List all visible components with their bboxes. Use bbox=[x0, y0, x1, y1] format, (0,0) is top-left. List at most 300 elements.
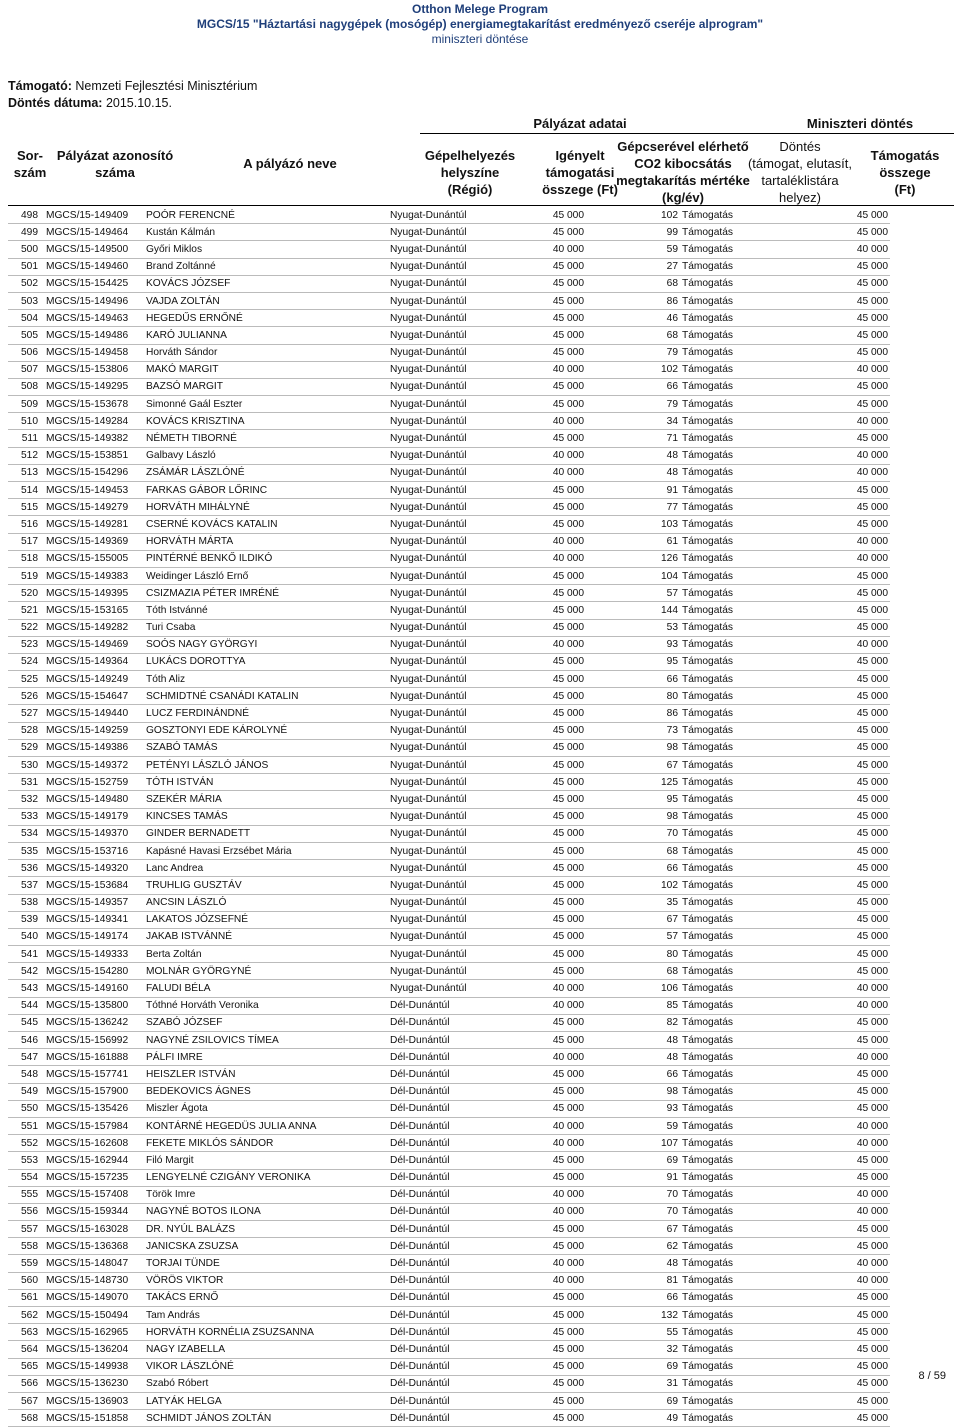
row-nev: Török Imre bbox=[144, 1186, 388, 1203]
row-sorszam: 498 bbox=[8, 207, 40, 224]
row-dontes: Támogatás bbox=[680, 1307, 794, 1324]
row-sorszam: 554 bbox=[8, 1169, 40, 1186]
row-sorszam: 567 bbox=[8, 1392, 40, 1409]
row-azonosito: MGCS/15-149249 bbox=[40, 671, 144, 688]
row-dontes: Támogatás bbox=[680, 705, 794, 722]
row-osszeg: 45 000 bbox=[794, 1289, 890, 1306]
row-sorszam: 520 bbox=[8, 585, 40, 602]
col-dontes: Döntés (támogat, elutasít, tartaléklistára helyez) bbox=[747, 139, 853, 205]
row-azonosito: MGCS/15-157408 bbox=[40, 1186, 144, 1203]
row-helyszin: Dél-Dunántúl bbox=[388, 1221, 492, 1238]
row-helyszin: Nyugat-Dunántúl bbox=[388, 774, 492, 791]
row-sorszam: 499 bbox=[8, 224, 40, 241]
row-osszeg: 45 000 bbox=[794, 619, 890, 636]
row-helyszin: Nyugat-Dunántúl bbox=[388, 791, 492, 808]
row-sorszam: 537 bbox=[8, 877, 40, 894]
row-nev: Tóthné Horváth Veronika bbox=[144, 997, 388, 1014]
row-helyszin: Nyugat-Dunántúl bbox=[388, 602, 492, 619]
row-nev: GINDER BERNADETT bbox=[144, 825, 388, 842]
row-osszeg: 45 000 bbox=[794, 499, 890, 516]
row-helyszin: Nyugat-Dunántúl bbox=[388, 499, 492, 516]
row-azonosito: MGCS/15-136242 bbox=[40, 1014, 144, 1031]
row-igenyelt: 45 000 bbox=[492, 207, 586, 224]
row-igenyelt: 45 000 bbox=[492, 963, 586, 980]
row-azonosito: MGCS/15-149500 bbox=[40, 241, 144, 258]
row-sorszam: 518 bbox=[8, 550, 40, 567]
row-azonosito: MGCS/15-149480 bbox=[40, 791, 144, 808]
row-azonosito: MGCS/15-149458 bbox=[40, 344, 144, 361]
table-row bbox=[8, 482, 890, 499]
row-azonosito: MGCS/15-152759 bbox=[40, 774, 144, 791]
row-co2: 48 bbox=[586, 464, 680, 481]
row-co2: 98 bbox=[586, 739, 680, 756]
row-helyszin: Nyugat-Dunántúl bbox=[388, 550, 492, 567]
supporter-line bbox=[8, 79, 257, 93]
row-osszeg: 45 000 bbox=[794, 928, 890, 945]
row-azonosito: MGCS/15-136903 bbox=[40, 1392, 144, 1409]
row-sorszam: 565 bbox=[8, 1358, 40, 1375]
row-co2: 67 bbox=[586, 1221, 680, 1238]
row-osszeg: 40 000 bbox=[794, 241, 890, 258]
row-sorszam: 501 bbox=[8, 258, 40, 275]
table-row bbox=[8, 1324, 890, 1341]
row-azonosito: MGCS/15-149383 bbox=[40, 567, 144, 584]
row-azonosito: MGCS/15-154425 bbox=[40, 275, 144, 292]
row-nev: CSERNÉ KOVÁCS KATALIN bbox=[144, 516, 388, 533]
table-row bbox=[8, 808, 890, 825]
table-row bbox=[8, 774, 890, 791]
row-dontes: Támogatás bbox=[680, 413, 794, 430]
row-helyszin: Dél-Dunántúl bbox=[388, 1272, 492, 1289]
row-igenyelt: 45 000 bbox=[492, 1152, 586, 1169]
row-igenyelt: 45 000 bbox=[492, 1358, 586, 1375]
supporter-label: Támogató: bbox=[8, 79, 72, 93]
row-osszeg: 45 000 bbox=[794, 1221, 890, 1238]
row-co2: 80 bbox=[586, 688, 680, 705]
row-helyszin: Nyugat-Dunántúl bbox=[388, 757, 492, 774]
row-helyszin: Dél-Dunántúl bbox=[388, 1238, 492, 1255]
row-azonosito: MGCS/15-148047 bbox=[40, 1255, 144, 1272]
row-nev: PÁLFI IMRE bbox=[144, 1049, 388, 1066]
row-dontes: Támogatás bbox=[680, 430, 794, 447]
row-sorszam: 504 bbox=[8, 310, 40, 327]
table-row bbox=[8, 1117, 890, 1134]
row-azonosito: MGCS/15-149282 bbox=[40, 619, 144, 636]
row-co2: 95 bbox=[586, 791, 680, 808]
row-sorszam: 512 bbox=[8, 447, 40, 464]
row-co2: 98 bbox=[586, 1083, 680, 1100]
row-helyszin: Nyugat-Dunántúl bbox=[388, 413, 492, 430]
row-azonosito: MGCS/15-162965 bbox=[40, 1324, 144, 1341]
row-helyszin: Nyugat-Dunántúl bbox=[388, 378, 492, 395]
row-sorszam: 529 bbox=[8, 739, 40, 756]
row-helyszin: Nyugat-Dunántúl bbox=[388, 739, 492, 756]
row-helyszin: Nyugat-Dunántúl bbox=[388, 894, 492, 911]
row-azonosito: MGCS/15-153684 bbox=[40, 877, 144, 894]
row-osszeg: 45 000 bbox=[794, 1392, 890, 1409]
row-helyszin: Nyugat-Dunántúl bbox=[388, 825, 492, 842]
row-azonosito: MGCS/15-149440 bbox=[40, 705, 144, 722]
row-nev: HEISZLER ISTVÁN bbox=[144, 1066, 388, 1083]
row-igenyelt: 45 000 bbox=[492, 825, 586, 842]
row-co2: 102 bbox=[586, 207, 680, 224]
row-osszeg: 45 000 bbox=[794, 1152, 890, 1169]
row-nev: ANCSIN LÁSZLÓ bbox=[144, 894, 388, 911]
table-row bbox=[8, 997, 890, 1014]
row-co2: 106 bbox=[586, 980, 680, 997]
table-row bbox=[8, 275, 890, 292]
row-sorszam: 535 bbox=[8, 842, 40, 859]
row-sorszam: 513 bbox=[8, 464, 40, 481]
row-co2: 66 bbox=[586, 378, 680, 395]
row-osszeg: 40 000 bbox=[794, 413, 890, 430]
row-co2: 66 bbox=[586, 860, 680, 877]
table-row bbox=[8, 1203, 890, 1220]
table-row bbox=[8, 499, 890, 516]
row-sorszam: 556 bbox=[8, 1203, 40, 1220]
row-sorszam: 525 bbox=[8, 671, 40, 688]
row-dontes: Támogatás bbox=[680, 980, 794, 997]
row-co2: 48 bbox=[586, 1049, 680, 1066]
row-azonosito: MGCS/15-136368 bbox=[40, 1238, 144, 1255]
table-row bbox=[8, 619, 890, 636]
row-igenyelt: 40 000 bbox=[492, 464, 586, 481]
row-co2: 95 bbox=[586, 653, 680, 670]
row-dontes: Támogatás bbox=[680, 241, 794, 258]
row-nev: JANICSKA ZSUZSA bbox=[144, 1238, 388, 1255]
row-azonosito: MGCS/15-149395 bbox=[40, 585, 144, 602]
row-helyszin: Nyugat-Dunántúl bbox=[388, 482, 492, 499]
row-co2: 99 bbox=[586, 224, 680, 241]
row-osszeg: 40 000 bbox=[794, 1135, 890, 1152]
row-osszeg: 45 000 bbox=[794, 1032, 890, 1049]
table-row bbox=[8, 447, 890, 464]
row-nev: SCHMIDTNÉ CSANÁDI KATALIN bbox=[144, 688, 388, 705]
row-co2: 102 bbox=[586, 361, 680, 378]
row-helyszin: Dél-Dunántúl bbox=[388, 1324, 492, 1341]
table-row bbox=[8, 1341, 890, 1358]
row-igenyelt: 45 000 bbox=[492, 928, 586, 945]
row-igenyelt: 45 000 bbox=[492, 396, 586, 413]
row-co2: 31 bbox=[586, 1375, 680, 1392]
row-nev: LUKÁCS DOROTTYA bbox=[144, 653, 388, 670]
table-row bbox=[8, 825, 890, 842]
row-sorszam: 555 bbox=[8, 1186, 40, 1203]
row-nev: Győri Miklos bbox=[144, 241, 388, 258]
row-igenyelt: 45 000 bbox=[492, 860, 586, 877]
row-helyszin: Nyugat-Dunántúl bbox=[388, 241, 492, 258]
row-nev: FEKETE MIKLÓS SÁNDOR bbox=[144, 1135, 388, 1152]
row-nev: HORVÁTH KORNÉLIA ZSUZSANNA bbox=[144, 1324, 388, 1341]
row-igenyelt: 40 000 bbox=[492, 1117, 586, 1134]
row-sorszam: 534 bbox=[8, 825, 40, 842]
row-nev: Szabó Róbert bbox=[144, 1375, 388, 1392]
row-igenyelt: 45 000 bbox=[492, 739, 586, 756]
row-osszeg: 45 000 bbox=[794, 585, 890, 602]
row-nev: TRUHLIG GUSZTÁV bbox=[144, 877, 388, 894]
row-sorszam: 505 bbox=[8, 327, 40, 344]
row-igenyelt: 40 000 bbox=[492, 361, 586, 378]
row-dontes: Támogatás bbox=[680, 1410, 794, 1427]
row-osszeg: 45 000 bbox=[794, 757, 890, 774]
row-igenyelt: 45 000 bbox=[492, 653, 586, 670]
row-igenyelt: 45 000 bbox=[492, 1392, 586, 1409]
row-igenyelt: 45 000 bbox=[492, 1307, 586, 1324]
row-igenyelt: 40 000 bbox=[492, 997, 586, 1014]
row-co2: 125 bbox=[586, 774, 680, 791]
row-sorszam: 524 bbox=[8, 653, 40, 670]
row-sorszam: 528 bbox=[8, 722, 40, 739]
row-sorszam: 540 bbox=[8, 928, 40, 945]
row-dontes: Támogatás bbox=[680, 619, 794, 636]
row-igenyelt: 45 000 bbox=[492, 310, 586, 327]
row-azonosito: MGCS/15-153851 bbox=[40, 447, 144, 464]
row-dontes: Támogatás bbox=[680, 327, 794, 344]
row-helyszin: Dél-Dunántúl bbox=[388, 997, 492, 1014]
col-igenyelt: Igényelt támogatási összege (Ft) bbox=[542, 148, 618, 197]
row-dontes: Támogatás bbox=[680, 207, 794, 224]
row-sorszam: 506 bbox=[8, 344, 40, 361]
row-dontes: Támogatás bbox=[680, 1135, 794, 1152]
row-helyszin: Dél-Dunántúl bbox=[388, 1392, 492, 1409]
row-co2: 49 bbox=[586, 1410, 680, 1427]
row-nev: SOÓS NAGY GYÖRGYI bbox=[144, 636, 388, 653]
row-co2: 66 bbox=[586, 1289, 680, 1306]
row-sorszam: 516 bbox=[8, 516, 40, 533]
row-dontes: Támogatás bbox=[680, 1083, 794, 1100]
date-label: Döntés dátuma: bbox=[8, 96, 103, 110]
row-igenyelt: 45 000 bbox=[492, 275, 586, 292]
row-sorszam: 509 bbox=[8, 396, 40, 413]
row-dontes: Támogatás bbox=[680, 1203, 794, 1220]
row-azonosito: MGCS/15-149179 bbox=[40, 808, 144, 825]
row-co2: 144 bbox=[586, 602, 680, 619]
row-igenyelt: 40 000 bbox=[492, 1135, 586, 1152]
row-azonosito: MGCS/15-157900 bbox=[40, 1083, 144, 1100]
row-nev: Turi Csaba bbox=[144, 619, 388, 636]
row-osszeg: 45 000 bbox=[794, 860, 890, 877]
row-sorszam: 561 bbox=[8, 1289, 40, 1306]
row-dontes: Támogatás bbox=[680, 378, 794, 395]
row-helyszin: Dél-Dunántúl bbox=[388, 1032, 492, 1049]
row-helyszin: Dél-Dunántúl bbox=[388, 1083, 492, 1100]
row-co2: 79 bbox=[586, 396, 680, 413]
row-nev: Tóth Aliz bbox=[144, 671, 388, 688]
row-osszeg: 45 000 bbox=[794, 258, 890, 275]
row-dontes: Támogatás bbox=[680, 671, 794, 688]
row-co2: 82 bbox=[586, 1014, 680, 1031]
row-sorszam: 510 bbox=[8, 413, 40, 430]
row-helyszin: Nyugat-Dunántúl bbox=[388, 671, 492, 688]
row-helyszin: Nyugat-Dunántúl bbox=[388, 963, 492, 980]
row-azonosito: MGCS/15-135800 bbox=[40, 997, 144, 1014]
row-osszeg: 40 000 bbox=[794, 464, 890, 481]
row-osszeg: 45 000 bbox=[794, 671, 890, 688]
row-igenyelt: 45 000 bbox=[492, 791, 586, 808]
row-helyszin: Nyugat-Dunántúl bbox=[388, 344, 492, 361]
row-sorszam: 503 bbox=[8, 292, 40, 309]
table-row bbox=[8, 1152, 890, 1169]
row-co2: 66 bbox=[586, 1066, 680, 1083]
row-azonosito: MGCS/15-161888 bbox=[40, 1049, 144, 1066]
table-row bbox=[8, 688, 890, 705]
row-dontes: Támogatás bbox=[680, 757, 794, 774]
row-azonosito: MGCS/15-157235 bbox=[40, 1169, 144, 1186]
row-sorszam: 533 bbox=[8, 808, 40, 825]
row-sorszam: 517 bbox=[8, 533, 40, 550]
date-line bbox=[8, 96, 172, 110]
row-igenyelt: 45 000 bbox=[492, 1066, 586, 1083]
row-co2: 81 bbox=[586, 1272, 680, 1289]
group-palyazat-adatai: Pályázat adatai bbox=[533, 116, 627, 131]
row-osszeg: 40 000 bbox=[794, 997, 890, 1014]
table-row bbox=[8, 1307, 890, 1324]
row-nev: BEDEKOVICS ÁGNES bbox=[144, 1083, 388, 1100]
row-osszeg: 45 000 bbox=[794, 842, 890, 859]
table-row bbox=[8, 1083, 890, 1100]
row-osszeg: 40 000 bbox=[794, 447, 890, 464]
row-helyszin: Nyugat-Dunántúl bbox=[388, 946, 492, 963]
row-sorszam: 560 bbox=[8, 1272, 40, 1289]
row-nev: SZABÓ TAMÁS bbox=[144, 739, 388, 756]
table-row bbox=[8, 464, 890, 481]
row-azonosito: MGCS/15-154296 bbox=[40, 464, 144, 481]
row-igenyelt: 45 000 bbox=[492, 619, 586, 636]
row-dontes: Támogatás bbox=[680, 1049, 794, 1066]
table-row bbox=[8, 1186, 890, 1203]
row-sorszam: 511 bbox=[8, 430, 40, 447]
row-azonosito: MGCS/15-149486 bbox=[40, 327, 144, 344]
row-osszeg: 40 000 bbox=[794, 361, 890, 378]
table-row bbox=[8, 653, 890, 670]
row-sorszam: 559 bbox=[8, 1255, 40, 1272]
row-co2: 59 bbox=[586, 1117, 680, 1134]
table-row bbox=[8, 963, 890, 980]
row-sorszam: 549 bbox=[8, 1083, 40, 1100]
row-nev: Tóth Istvánné bbox=[144, 602, 388, 619]
row-helyszin: Dél-Dunántúl bbox=[388, 1358, 492, 1375]
row-nev: PETÉNYI LÁSZLÓ JÁNOS bbox=[144, 757, 388, 774]
row-igenyelt: 45 000 bbox=[492, 482, 586, 499]
row-co2: 70 bbox=[586, 1186, 680, 1203]
row-sorszam: 566 bbox=[8, 1375, 40, 1392]
row-helyszin: Nyugat-Dunántúl bbox=[388, 877, 492, 894]
row-co2: 126 bbox=[586, 550, 680, 567]
row-helyszin: Nyugat-Dunántúl bbox=[388, 928, 492, 945]
row-igenyelt: 45 000 bbox=[492, 258, 586, 275]
row-dontes: Támogatás bbox=[680, 1100, 794, 1117]
row-dontes: Támogatás bbox=[680, 1272, 794, 1289]
row-sorszam: 547 bbox=[8, 1049, 40, 1066]
row-igenyelt: 40 000 bbox=[492, 447, 586, 464]
applications-table bbox=[8, 207, 890, 1427]
row-azonosito: MGCS/15-149464 bbox=[40, 224, 144, 241]
row-osszeg: 40 000 bbox=[794, 1272, 890, 1289]
row-sorszam: 563 bbox=[8, 1324, 40, 1341]
group-divider bbox=[420, 133, 954, 134]
row-osszeg: 45 000 bbox=[794, 207, 890, 224]
row-igenyelt: 45 000 bbox=[492, 1083, 586, 1100]
row-helyszin: Dél-Dunántúl bbox=[388, 1014, 492, 1031]
row-helyszin: Dél-Dunántúl bbox=[388, 1255, 492, 1272]
row-co2: 68 bbox=[586, 327, 680, 344]
row-helyszin: Nyugat-Dunántúl bbox=[388, 842, 492, 859]
row-dontes: Támogatás bbox=[680, 1324, 794, 1341]
row-osszeg: 45 000 bbox=[794, 378, 890, 395]
row-azonosito: MGCS/15-149938 bbox=[40, 1358, 144, 1375]
row-helyszin: Nyugat-Dunántúl bbox=[388, 808, 492, 825]
row-azonosito: MGCS/15-149370 bbox=[40, 825, 144, 842]
row-igenyelt: 45 000 bbox=[492, 705, 586, 722]
row-osszeg: 45 000 bbox=[794, 688, 890, 705]
row-igenyelt: 45 000 bbox=[492, 946, 586, 963]
row-helyszin: Dél-Dunántúl bbox=[388, 1203, 492, 1220]
row-helyszin: Dél-Dunántúl bbox=[388, 1049, 492, 1066]
table-row bbox=[8, 1392, 890, 1409]
table-row bbox=[8, 344, 890, 361]
row-sorszam: 519 bbox=[8, 567, 40, 584]
row-igenyelt: 45 000 bbox=[492, 774, 586, 791]
row-sorszam: 531 bbox=[8, 774, 40, 791]
row-dontes: Támogatás bbox=[680, 1392, 794, 1409]
row-nev: HEGEDŰS ERNŐNÉ bbox=[144, 310, 388, 327]
row-azonosito: MGCS/15-136230 bbox=[40, 1375, 144, 1392]
row-helyszin: Dél-Dunántúl bbox=[388, 1152, 492, 1169]
row-co2: 57 bbox=[586, 585, 680, 602]
row-osszeg: 45 000 bbox=[794, 739, 890, 756]
row-osszeg: 45 000 bbox=[794, 808, 890, 825]
row-nev: JAKAB ISTVÁNNÉ bbox=[144, 928, 388, 945]
row-azonosito: MGCS/15-151858 bbox=[40, 1410, 144, 1427]
row-igenyelt: 45 000 bbox=[492, 877, 586, 894]
row-sorszam: 544 bbox=[8, 997, 40, 1014]
row-helyszin: Dél-Dunántúl bbox=[388, 1410, 492, 1427]
row-igenyelt: 45 000 bbox=[492, 722, 586, 739]
row-nev: KARÓ JULIANNA bbox=[144, 327, 388, 344]
row-igenyelt: 45 000 bbox=[492, 1410, 586, 1427]
row-azonosito: MGCS/15-162944 bbox=[40, 1152, 144, 1169]
row-helyszin: Nyugat-Dunántúl bbox=[388, 310, 492, 327]
row-nev: NAGYNÉ ZSILOVICS TÍMEA bbox=[144, 1032, 388, 1049]
row-osszeg: 45 000 bbox=[794, 1169, 890, 1186]
row-sorszam: 550 bbox=[8, 1100, 40, 1117]
row-azonosito: MGCS/15-149259 bbox=[40, 722, 144, 739]
col-co2: Gépcserével elérhető CO2 kibocsátás megtakarítás mértéke (kg/év) bbox=[616, 139, 750, 205]
row-azonosito: MGCS/15-162608 bbox=[40, 1135, 144, 1152]
row-co2: 93 bbox=[586, 636, 680, 653]
row-azonosito: MGCS/15-149409 bbox=[40, 207, 144, 224]
group-miniszteri-dontes: Miniszteri döntés bbox=[806, 116, 914, 131]
row-nev: SZABÓ JÓZSEF bbox=[144, 1014, 388, 1031]
row-co2: 48 bbox=[586, 1255, 680, 1272]
row-azonosito: MGCS/15-148730 bbox=[40, 1272, 144, 1289]
row-azonosito: MGCS/15-154647 bbox=[40, 688, 144, 705]
table-row bbox=[8, 1410, 890, 1427]
row-co2: 132 bbox=[586, 1307, 680, 1324]
row-dontes: Támogatás bbox=[680, 928, 794, 945]
table-row bbox=[8, 361, 890, 378]
row-igenyelt: 45 000 bbox=[492, 567, 586, 584]
page-number: 8 / 59 bbox=[918, 1370, 946, 1382]
row-co2: 86 bbox=[586, 292, 680, 309]
row-igenyelt: 40 000 bbox=[492, 1272, 586, 1289]
row-co2: 27 bbox=[586, 258, 680, 275]
row-helyszin: Nyugat-Dunántúl bbox=[388, 688, 492, 705]
row-azonosito: MGCS/15-149333 bbox=[40, 946, 144, 963]
row-helyszin: Nyugat-Dunántúl bbox=[388, 224, 492, 241]
row-helyszin: Dél-Dunántúl bbox=[388, 1100, 492, 1117]
row-igenyelt: 45 000 bbox=[492, 1375, 586, 1392]
